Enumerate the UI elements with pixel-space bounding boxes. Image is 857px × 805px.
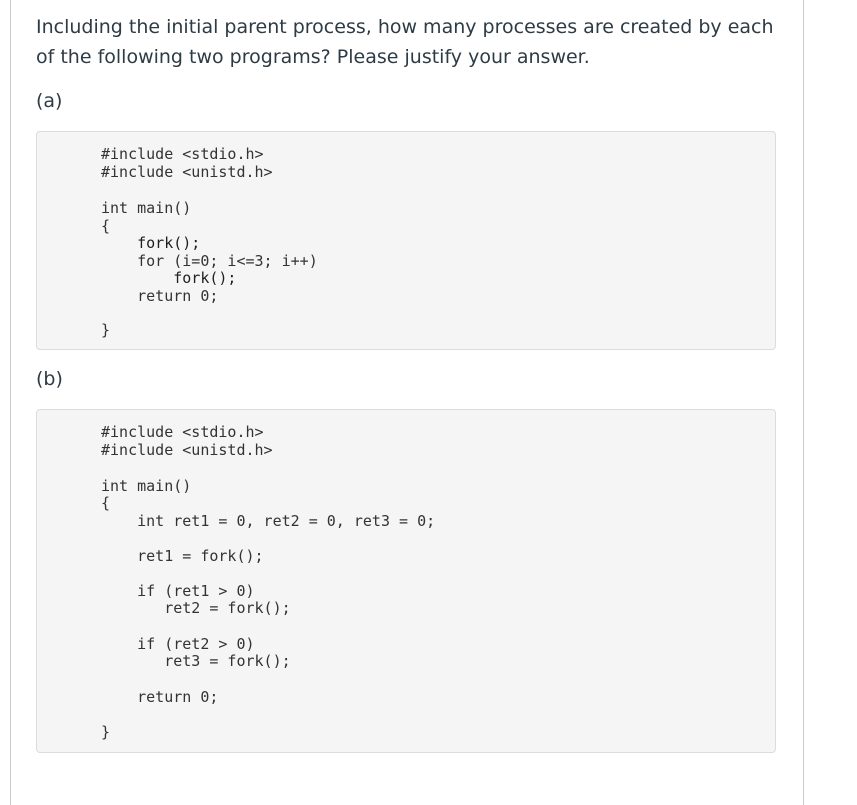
code-line: return 0; — [101, 287, 219, 305]
code-block-a — [36, 131, 776, 350]
code-line: #include <unistd.h> — [101, 441, 273, 459]
part-b-label: (b) — [36, 368, 63, 390]
code-line: fork(); — [101, 269, 237, 287]
code-line: int ret1 = 0, ret2 = 0, ret3 = 0; — [101, 512, 436, 530]
code-line: if (ret2 > 0) — [101, 635, 255, 653]
code-line: ret1 = fork(); — [101, 547, 264, 565]
code-line: #include <stdio.h> — [101, 145, 264, 163]
code-line: int main() — [101, 477, 192, 495]
code-line: for (i=0; i<=3; i++) — [101, 252, 318, 270]
code-line: return 0; — [101, 688, 219, 706]
code-line: } — [101, 321, 111, 339]
code-line: ret3 = fork(); — [101, 652, 291, 670]
code-line: #include <unistd.h> — [101, 163, 273, 181]
code-line: fork(); — [101, 234, 201, 252]
code-line: int main() — [101, 199, 192, 217]
code-line: { — [101, 494, 111, 512]
code-line: ret2 = fork(); — [101, 599, 291, 617]
question-text: Including the initial parent process, how many processes are created by each of the following two programs? Please justify your answer. — [36, 16, 774, 68]
code-line: } — [101, 723, 111, 741]
code-line: { — [101, 217, 111, 235]
code-line: #include <stdio.h> — [101, 423, 264, 441]
code-block-b — [36, 409, 776, 753]
code-line: if (ret1 > 0) — [101, 582, 255, 600]
part-a-label: (a) — [36, 90, 63, 112]
